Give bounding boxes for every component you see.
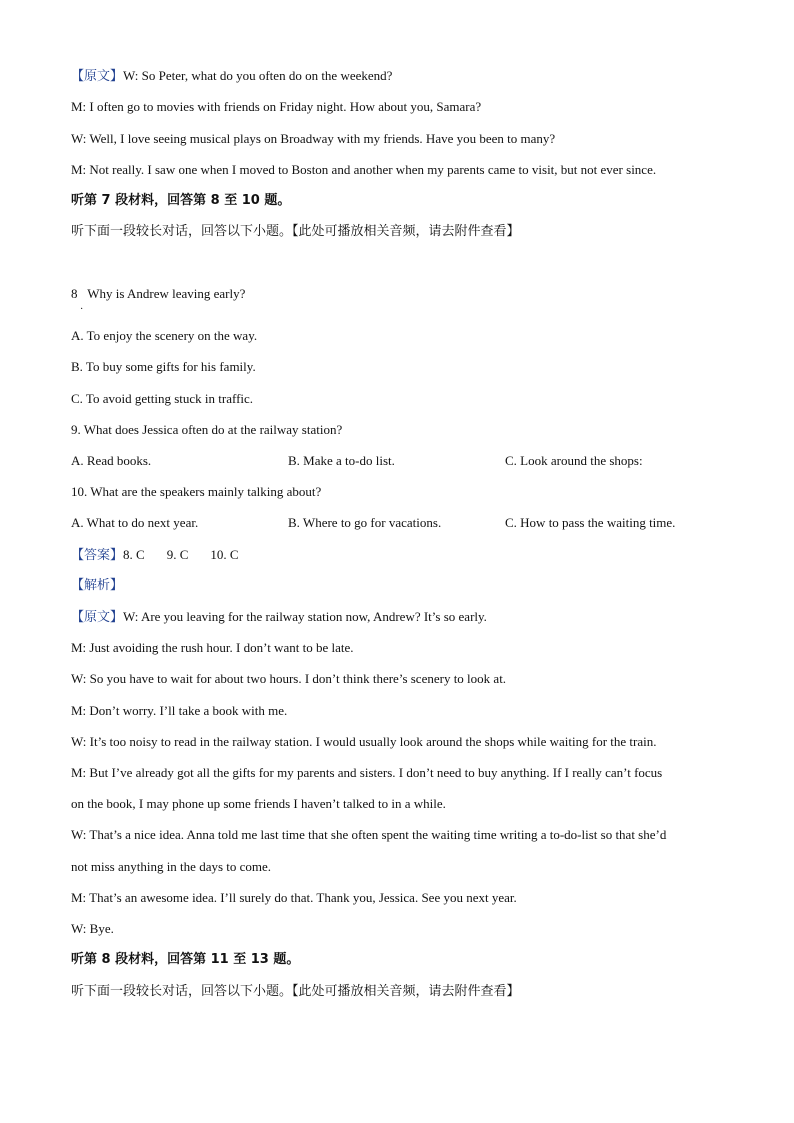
dialogue1-line-text: M: I often go to movies with friends on Friday night. How about you, Samara? xyxy=(71,99,482,114)
question-10-option-b: B. Where to go for vacations. xyxy=(288,515,442,530)
question-10-option-a: A. What to do next year. xyxy=(71,515,199,530)
question-9-option-b: B. Make a to-do list. xyxy=(288,453,395,468)
original-text-tag: 【原文】 xyxy=(71,610,124,625)
dialogue2-line: not miss anything in the days to come. xyxy=(71,859,272,874)
dialogue1-line xyxy=(71,67,392,86)
section7-instruction: 听下面一段较长对话，回答以下小题。【此处可播放相关音频，请去附件查看】 xyxy=(71,224,520,239)
question-8-option-b: B. To buy some gifts for his family. xyxy=(71,359,256,374)
section7-heading: 听第 7 段材料，回答第 8 至 10 题。 xyxy=(71,193,291,208)
question-8 xyxy=(71,285,245,303)
stray-dot: · xyxy=(80,304,84,315)
question-9-stem: 9. What does Jessica often do at the railway station? xyxy=(71,422,343,437)
dialogue2-line: W: That’s a nice idea. Anna told me last time that she often spent the waiting time writing a to-do-list so that she’d xyxy=(71,827,667,842)
answer-item: 8. C xyxy=(123,547,145,562)
question-9-option-c: C. Look around the shops: xyxy=(505,453,643,468)
dialogue1-line xyxy=(71,98,481,116)
dialogue2-line: M: But I’ve already got all the gifts for my parents and sisters. I don’t need to buy anything. If I really can’t focus xyxy=(71,765,663,780)
question-8-stem: Why is Andrew leaving early? xyxy=(87,286,246,301)
dialogue2-line: W: Bye. xyxy=(71,921,114,936)
dialogue1-line-text: W: Well, I love seeing musical plays on Broadway with my friends. Have you been to many? xyxy=(71,131,556,146)
dialogue2-line: M: Just avoiding the rush hour. I don’t want to be late. xyxy=(71,640,354,655)
question-10-option-c: C. How to pass the waiting time. xyxy=(505,515,676,530)
section8-heading: 听第 8 段材料，回答第 11 至 13 题。 xyxy=(71,952,300,967)
question-8-number: 8 xyxy=(71,286,78,301)
dialogue2-line-text: W: Are you leaving for the railway station now, Andrew? It’s so early. xyxy=(123,609,487,624)
dialogue2-line: W: It’s too noisy to read in the railway station. I would usually look around the shops while waiting for the train. xyxy=(71,734,657,749)
dialogue2-line: M: That’s an awesome idea. I’ll surely do that. Thank you, Jessica. See you next year. xyxy=(71,890,517,905)
dialogue1-line-text: W: So Peter, what do you often do on the weekend? xyxy=(123,68,393,83)
dialogue2-line: M: Don’t worry. I’ll take a book with me. xyxy=(71,703,288,718)
dialogue2-line: W: So you have to wait for about two hours. I don’t think there’s scenery to look at. xyxy=(71,671,507,686)
answer-item: 9. C xyxy=(166,547,189,562)
dialogue2-line xyxy=(71,608,487,627)
answer-item: 10. C xyxy=(210,547,239,562)
section8-instruction: 听下面一段较长对话，回答以下小题。【此处可播放相关音频，请去附件查看】 xyxy=(71,984,520,999)
answer-tag: 【答案】 xyxy=(71,548,124,563)
question-9-option-a: A. Read books. xyxy=(71,453,152,468)
question-8-option-a: A. To enjoy the scenery on the way. xyxy=(71,328,258,343)
analysis-tag: 【解析】 xyxy=(71,578,124,593)
dialogue1-line xyxy=(71,161,656,179)
dialogue1-line xyxy=(71,130,555,148)
dialogue2-line: on the book, I may phone up some friends I haven’t talked to in a while. xyxy=(71,796,446,811)
question-8-option-c: C. To avoid getting stuck in traffic. xyxy=(71,391,254,406)
dialogue1-line-text: M: Not really. I saw one when I moved to Boston and another when my parents came to visit, but not ever since. xyxy=(71,162,657,177)
answer-line xyxy=(71,546,261,565)
question-10-stem: 10. What are the speakers mainly talking about? xyxy=(71,484,322,499)
original-text-tag: 【原文】 xyxy=(71,69,124,84)
